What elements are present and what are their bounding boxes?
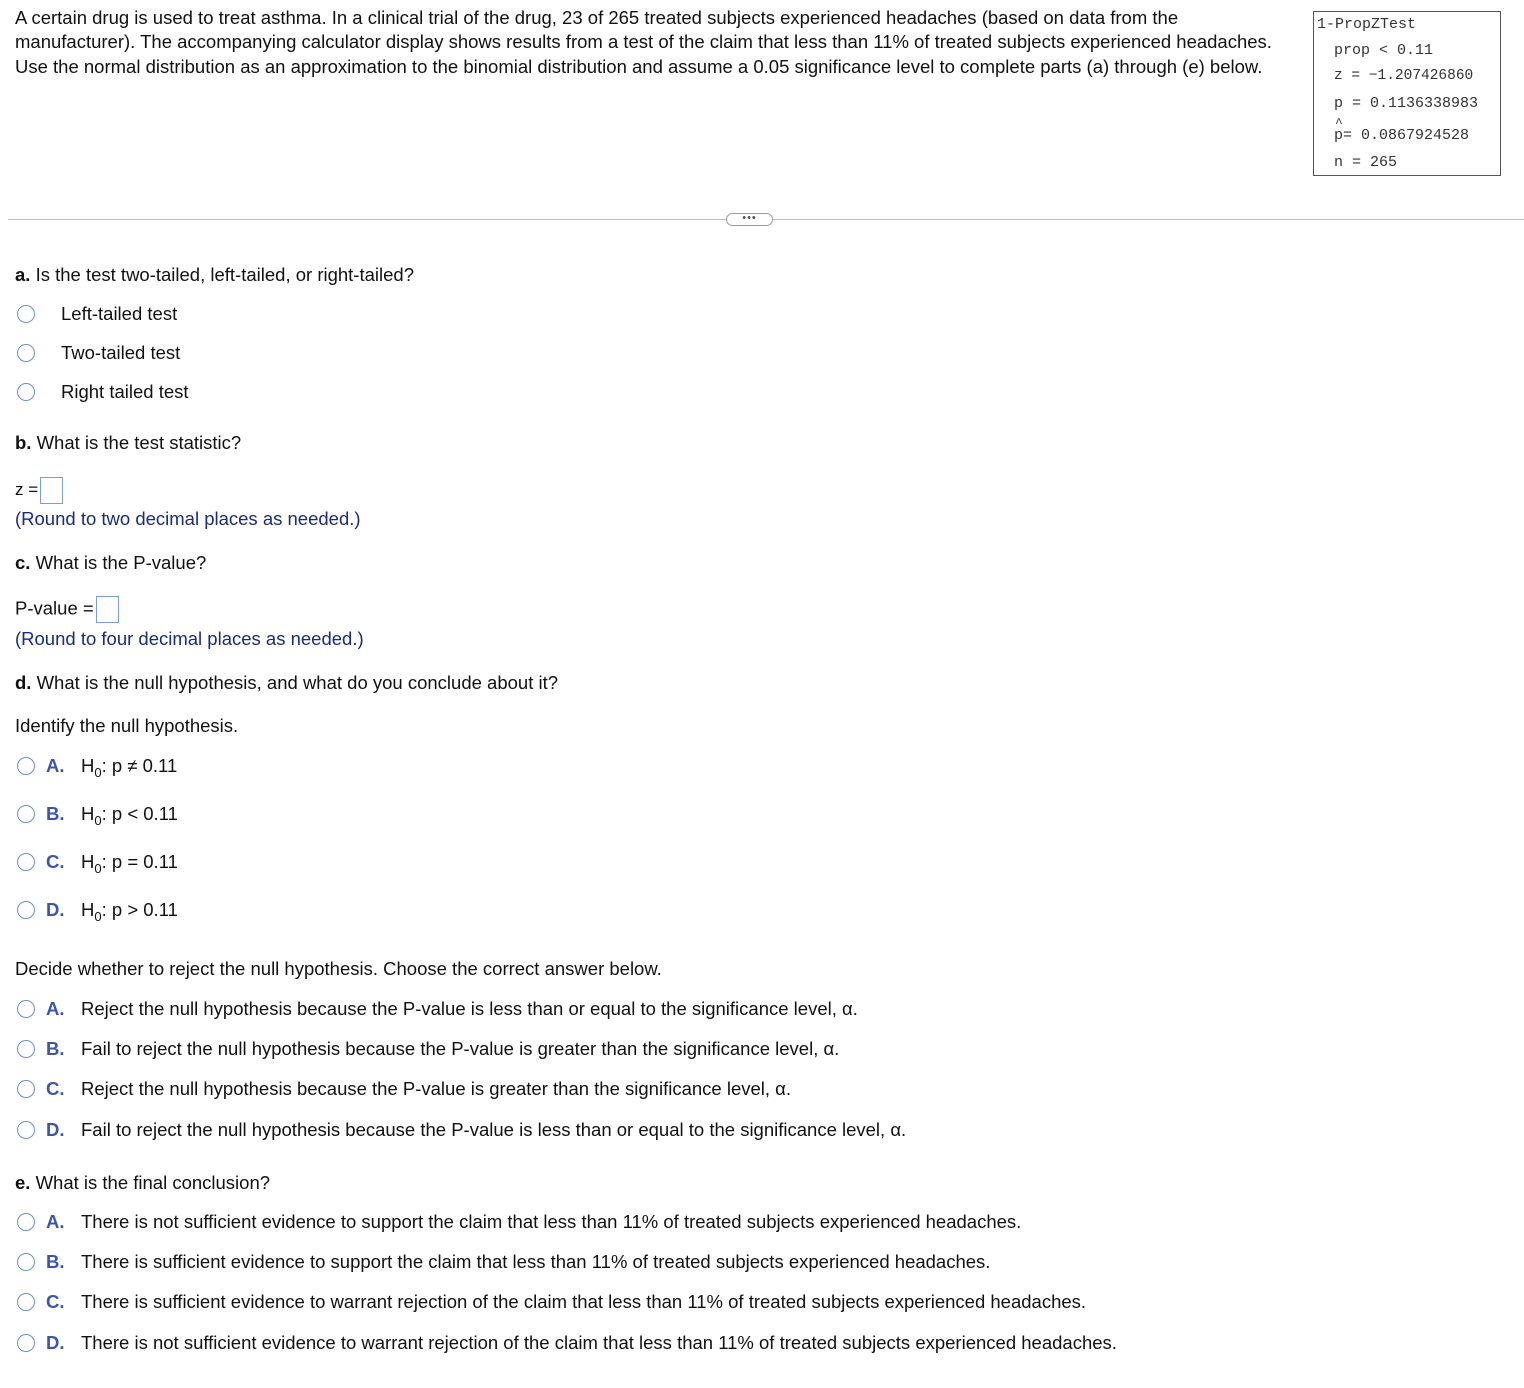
null-option-b[interactable] bbox=[17, 802, 178, 826]
radio-icon[interactable] bbox=[17, 757, 35, 775]
z-answer-row bbox=[15, 477, 63, 504]
null-option-a[interactable] bbox=[17, 754, 177, 778]
part-c-text: What is the P-value? bbox=[35, 552, 207, 573]
part-a-option-right[interactable] bbox=[17, 380, 189, 404]
pvalue-input[interactable] bbox=[96, 596, 119, 623]
part-a-text: Is the test two-tailed, left-tailed, or right-tailed? bbox=[35, 264, 414, 285]
h-symbol: H bbox=[81, 899, 95, 920]
option-label: Reject the null hypothesis because the P-value is less than or equal to the significance level, α. bbox=[81, 998, 858, 1019]
hypothesis-rest: : p < 0.11 bbox=[101, 803, 178, 824]
radio-icon[interactable] bbox=[17, 1293, 35, 1311]
conclusion-option-a[interactable] bbox=[17, 1210, 1021, 1234]
part-a-option-two[interactable] bbox=[17, 341, 180, 365]
calc-prop: prop < 0.11 bbox=[1334, 42, 1434, 59]
z-prefix: z = bbox=[15, 479, 39, 499]
null-option-d[interactable] bbox=[17, 898, 178, 922]
hypothesis-rest: : p = 0.11 bbox=[101, 851, 178, 872]
option-letter: A. bbox=[46, 755, 65, 776]
radio-icon[interactable] bbox=[17, 1000, 35, 1018]
radio-icon[interactable] bbox=[17, 1080, 35, 1098]
part-e-text: What is the final conclusion? bbox=[35, 1172, 271, 1193]
radio-icon[interactable] bbox=[17, 344, 35, 362]
decide-prompt: Decide whether to reject the null hypothesis. Choose the correct answer below. bbox=[15, 958, 662, 979]
part-d-text: What is the null hypothesis, and what do you conclude about it? bbox=[36, 672, 559, 693]
radio-icon[interactable] bbox=[17, 383, 35, 401]
part-d-label: d. bbox=[15, 672, 32, 693]
part-b-label: b. bbox=[15, 432, 32, 453]
option-label: There is not sufficient evidence to warrant rejection of the claim that less than 11% of treated subjects experienced headaches. bbox=[81, 1332, 1117, 1353]
option-letter: C. bbox=[46, 1291, 65, 1312]
calc-phat-symbol: ^ p bbox=[1334, 127, 1343, 144]
h-symbol: H bbox=[81, 755, 95, 776]
option-label: Fail to reject the null hypothesis because the P-value is less than or equal to the significance level, α. bbox=[81, 1119, 907, 1140]
option-label: Fail to reject the null hypothesis because the P-value is greater than the significance level, α. bbox=[81, 1038, 840, 1059]
null-option-c[interactable] bbox=[17, 850, 178, 874]
hypothesis-text bbox=[81, 851, 178, 876]
radio-icon[interactable] bbox=[17, 1334, 35, 1352]
option-label: Right tailed test bbox=[61, 381, 189, 402]
calc-p: p = 0.1136338983 bbox=[1334, 95, 1479, 112]
h-subscript: 0 bbox=[94, 765, 102, 780]
option-letter: A. bbox=[46, 1211, 65, 1232]
part-a-label: a. bbox=[15, 264, 31, 285]
option-letter: D. bbox=[46, 1119, 65, 1140]
radio-icon[interactable] bbox=[17, 1121, 35, 1139]
part-d-question bbox=[15, 672, 558, 694]
option-letter: B. bbox=[46, 1251, 65, 1272]
h-subscript: 0 bbox=[94, 861, 102, 876]
conclusion-option-d[interactable] bbox=[17, 1331, 1117, 1355]
option-letter: D. bbox=[46, 899, 65, 920]
z-input[interactable] bbox=[40, 477, 63, 504]
decision-option-b[interactable] bbox=[17, 1037, 839, 1061]
option-letter: C. bbox=[46, 1078, 65, 1099]
decision-option-d[interactable] bbox=[17, 1118, 906, 1142]
part-a-option-left[interactable] bbox=[17, 302, 177, 326]
radio-icon[interactable] bbox=[17, 1040, 35, 1058]
identify-null-prompt: Identify the null hypothesis. bbox=[15, 715, 239, 736]
radio-icon[interactable] bbox=[17, 305, 35, 323]
hypothesis-rest: : p ≠ 0.11 bbox=[101, 755, 178, 776]
calc-z: z = −1.207426860 bbox=[1334, 68, 1474, 84]
decision-option-c[interactable] bbox=[17, 1077, 791, 1101]
h-symbol: H bbox=[81, 803, 95, 824]
problem-intro: A certain drug is used to treat asthma. In a clinical trial of the drug, 23 of 265 treated subjects experienced headaches (based on data from the manufacturer). The accompanying calculator display shows results from a test of the claim that less than 11% of treated subjects experienced headaches. Use the normal distribution as an approximation to the binomial distribution and assume a 0.05 significance level to complete parts (a) through (e) below. bbox=[15, 7, 1272, 77]
pvalue-answer-row bbox=[15, 596, 119, 623]
decision-option-a[interactable] bbox=[17, 997, 858, 1021]
radio-icon[interactable] bbox=[17, 853, 35, 871]
part-b-text: What is the test statistic? bbox=[36, 432, 242, 453]
h-symbol: H bbox=[81, 851, 95, 872]
radio-icon[interactable] bbox=[17, 1253, 35, 1271]
hypothesis-text bbox=[81, 899, 178, 924]
part-e-label: e. bbox=[15, 1172, 31, 1193]
hypothesis-rest: : p > 0.11 bbox=[101, 899, 178, 920]
conclusion-option-b[interactable] bbox=[17, 1250, 990, 1274]
part-a-question bbox=[15, 264, 414, 286]
option-label: There is sufficient evidence to support the claim that less than 11% of treated subjects experienced headaches. bbox=[81, 1251, 991, 1272]
calc-n: n = 265 bbox=[1334, 154, 1398, 171]
pvalue-prefix: P-value = bbox=[15, 597, 94, 619]
part-b-hint: (Round to two decimal places as needed.) bbox=[15, 508, 361, 529]
hypothesis-text bbox=[81, 803, 178, 828]
calculator-display bbox=[1313, 11, 1501, 176]
option-label: There is sufficient evidence to warrant rejection of the claim that less than 11% of treated subjects experienced headaches. bbox=[81, 1291, 1087, 1312]
h-subscript: 0 bbox=[94, 813, 102, 828]
expand-more-button[interactable]: ••• bbox=[726, 213, 773, 226]
option-label: Two-tailed test bbox=[61, 342, 181, 363]
option-letter: B. bbox=[46, 803, 65, 824]
calc-phat bbox=[1334, 127, 1469, 144]
option-letter: D. bbox=[46, 1332, 65, 1353]
hypothesis-text bbox=[81, 755, 178, 780]
option-label: Left-tailed test bbox=[61, 303, 178, 324]
radio-icon[interactable] bbox=[17, 805, 35, 823]
calc-title: 1-PropZTest bbox=[1317, 16, 1417, 33]
radio-icon[interactable] bbox=[17, 1213, 35, 1231]
part-c-question bbox=[15, 552, 206, 574]
h-subscript: 0 bbox=[94, 909, 102, 924]
part-c-label: c. bbox=[15, 552, 31, 573]
option-label: There is not sufficient evidence to support the claim that less than 11% of treated subjects experienced headaches. bbox=[81, 1211, 1022, 1232]
option-label: Reject the null hypothesis because the P-value is greater than the significance level, α. bbox=[81, 1078, 791, 1099]
conclusion-option-c[interactable] bbox=[17, 1290, 1086, 1314]
radio-icon[interactable] bbox=[17, 901, 35, 919]
option-letter: C. bbox=[46, 851, 65, 872]
calc-phat-value: = 0.0867924528 bbox=[1343, 127, 1470, 144]
option-letter: B. bbox=[46, 1038, 65, 1059]
part-e-question bbox=[15, 1172, 270, 1194]
option-letter: A. bbox=[46, 998, 65, 1019]
part-b-question bbox=[15, 432, 241, 454]
part-c-hint: (Round to four decimal places as needed.) bbox=[15, 628, 364, 649]
